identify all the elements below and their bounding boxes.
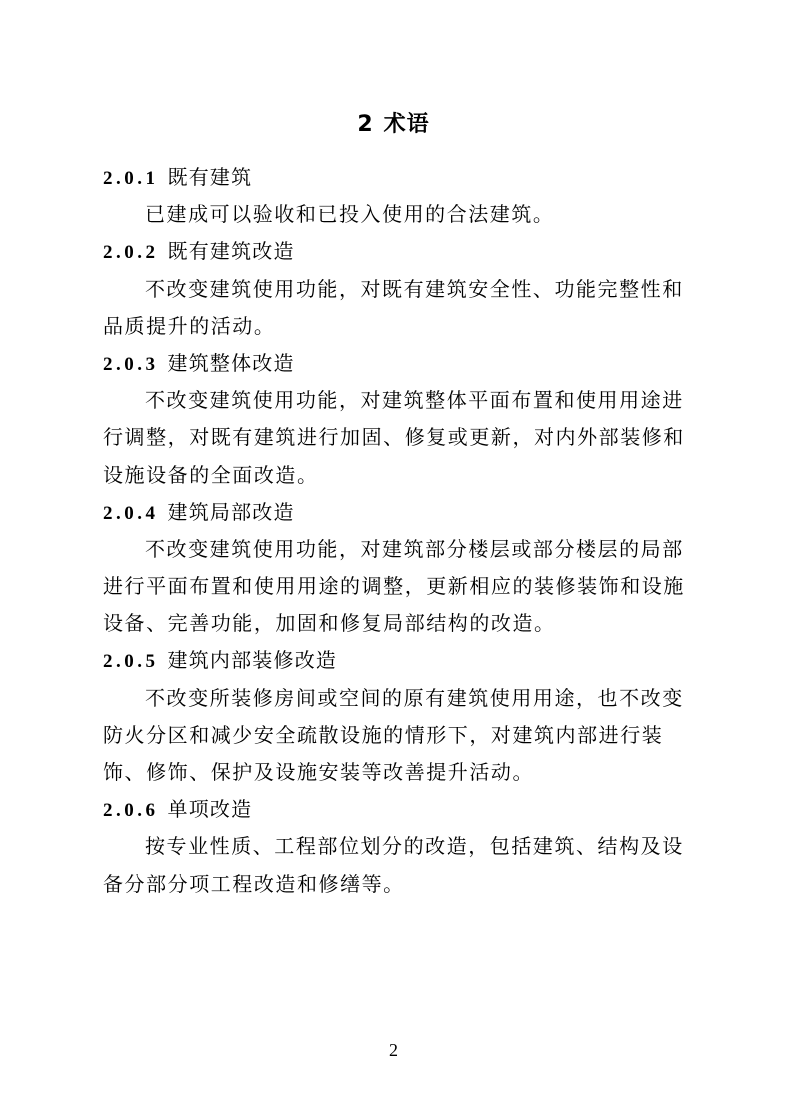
term-number: 2.0.2: [103, 242, 159, 264]
definition-line: 不改变建筑使用功能，对建筑整体平面布置和使用用途进: [145, 388, 684, 413]
term-number: 2.0.3: [103, 353, 159, 375]
section-number: 2: [357, 112, 374, 137]
term-name: 建筑内部装修改造: [167, 648, 338, 673]
page-number: 2: [389, 1040, 398, 1060]
term-entry: [103, 345, 723, 494]
term-number: 2.0.5: [103, 651, 159, 673]
definition-line: 不改变建筑使用功能，对既有建筑安全性、功能完整性和: [145, 276, 684, 301]
definition-line: 品质提升的活动。: [103, 313, 276, 338]
term-entry: [103, 494, 723, 643]
term-number: 2.0.6: [103, 800, 159, 822]
definition-line: 设备、完善功能，加固和修复局部结构的改造。: [103, 611, 556, 636]
term-heading: [103, 345, 723, 382]
term-entry: [103, 642, 723, 791]
term-entry: [103, 159, 723, 233]
definition-line: 饰、修饰、保护及设施安装等改善提升活动。: [103, 760, 534, 784]
term-entry: [103, 233, 723, 345]
term-name: 单项改造: [167, 797, 253, 822]
definition-line: 防火分区和减少安全疏散设施的情形下，对建筑内部进行装: [103, 722, 664, 747]
term-heading: [103, 159, 723, 196]
term-name: 既有建筑: [167, 165, 253, 189]
definition-line: 进行平面布置和使用用途的调整，更新相应的装修装饰和设施: [103, 574, 685, 599]
terms-list: [103, 159, 723, 903]
term-heading: [103, 233, 723, 270]
term-entry: [103, 791, 723, 903]
term-name: 建筑整体改造: [167, 350, 295, 375]
section-title-text: 术语: [383, 112, 430, 137]
term-name: 建筑局部改造: [167, 499, 295, 524]
term-number: 2.0.1: [103, 168, 159, 189]
term-number: 2.0.4: [103, 502, 159, 524]
definition-line: 已建成可以验收和已投入使用的合法建筑。: [145, 202, 555, 227]
section-title: [0, 110, 787, 140]
term-heading: [103, 791, 723, 828]
definition-line: 按专业性质、工程部位划分的改造，包括建筑、结构及设: [145, 834, 684, 859]
definition-line: 不改变所装修房间或空间的原有建筑使用用途，也不改变: [145, 685, 684, 710]
definition-line: 不改变建筑使用功能，对建筑部分楼层或部分楼层的局部: [145, 536, 684, 561]
definition-line: 行调整，对既有建筑进行加固、修复或更新，对内外部装修和: [103, 425, 685, 450]
term-heading: [103, 494, 723, 531]
definition-line: 备分部分项工程改造和修缮等。: [103, 871, 405, 896]
definition-line: 设施设备的全面改造。: [103, 462, 319, 487]
term-heading: [103, 642, 723, 679]
term-name: 既有建筑改造: [167, 239, 295, 264]
